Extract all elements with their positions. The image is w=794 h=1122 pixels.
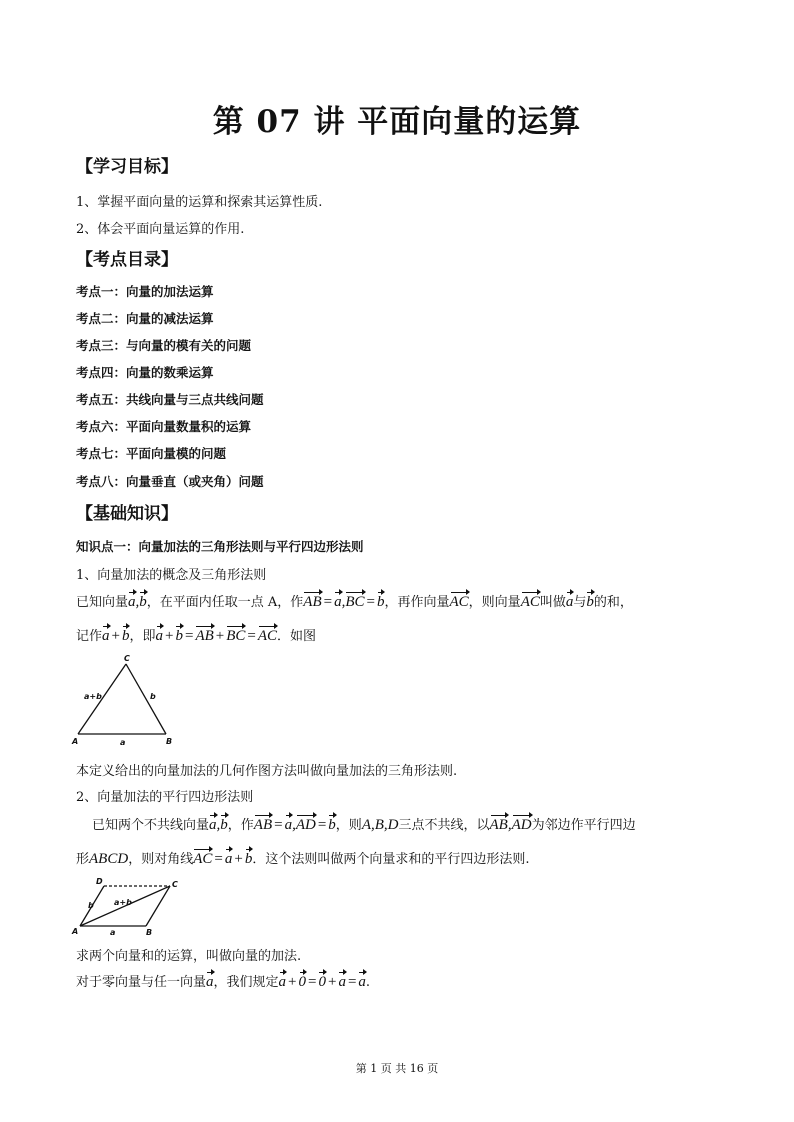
parallelogram-line-2: 形ABCD，则对角线AC = a + b．这个法则叫做两个向量求和的平行四边形法则.: [76, 847, 529, 868]
knowledge-point-1-title: 知识点一：向量加法的三角形法则与平行四边形法则: [76, 539, 364, 554]
label-vector-sum: a+b: [84, 692, 102, 701]
outline-item-4: 考点四：向量的数乘运算: [76, 365, 214, 380]
label-d-point: D: [96, 877, 103, 886]
outline-item-2: 考点二：向量的减法运算: [76, 311, 214, 326]
objective-1: 1、掌握平面向量的运算和探索其运算性质.: [76, 195, 323, 210]
label-b-point: B: [166, 737, 173, 746]
section-basics: 【基础知识】: [76, 504, 178, 524]
outline-item-6: 考点六：平面向量数量积的运算: [76, 419, 252, 434]
label-vector-b: b: [88, 901, 94, 910]
addition-definition: 求两个向量和的运算，叫做向量的加法.: [76, 949, 302, 964]
side-bc: [126, 664, 166, 734]
subheading-triangle-rule: 1、向量加法的概念及三角形法则: [76, 568, 267, 583]
parallelogram-rule-diagram: [70, 874, 190, 936]
outline-item-1: 考点一：向量的加法运算: [76, 284, 214, 299]
definition-line-1: 已知向量a,b，在平面内任取一点 A，作AB = a,BC = b，再作向量AC，则向量AC叫做a与b的和，: [76, 590, 633, 611]
outline-item-5: 考点五：共线向量与三点共线问题: [76, 392, 264, 407]
parallelogram-line-1: 已知两个不共线向量a,b，作AB = a,AD = b，则A,B,D三点不共线，以AB,AD为邻边作平行四边: [92, 813, 636, 834]
outline-item-7: 考点七：平面向量模的问题: [76, 446, 227, 461]
outline-item-8: 考点八：向量垂直（或夹角）问题: [76, 474, 264, 489]
section-outline: 【考点目录】: [76, 250, 178, 270]
triangle-rule-diagram: [70, 652, 180, 747]
definition-line-2: 记作a + b，即a + b = AB + BC = AC．如图: [76, 624, 316, 645]
label-vector-a: a: [110, 928, 116, 936]
label-vector-b: b: [150, 692, 156, 701]
label-a-point: A: [72, 927, 79, 936]
page-title: 第 07 讲 平面向量的运算: [212, 104, 582, 140]
triangle-rule-text: 本定义给出的向量加法的几何作图方法叫做向量加法的三角形法则.: [76, 764, 458, 779]
section-objectives: 【学习目标】: [76, 157, 178, 177]
label-c: C: [124, 654, 130, 663]
label-b-point: B: [146, 928, 153, 936]
label-c-point: C: [172, 880, 178, 889]
zero-vector-rule: 对于零向量与任一向量a，我们规定a + 0 = 0 + a = a.: [76, 970, 370, 991]
label-vector-a: a: [120, 738, 126, 747]
label-a-point: A: [72, 737, 79, 746]
label-vector-sum: a+b: [114, 898, 132, 907]
page-footer: 第 1 页 共 16 页: [355, 1062, 439, 1075]
objective-2: 2、体会平面向量运算的作用.: [76, 222, 245, 237]
subheading-parallelogram-rule: 2、向量加法的平行四边形法则: [76, 790, 254, 805]
outline-item-3: 考点三：与向量的模有关的问题: [76, 338, 252, 353]
